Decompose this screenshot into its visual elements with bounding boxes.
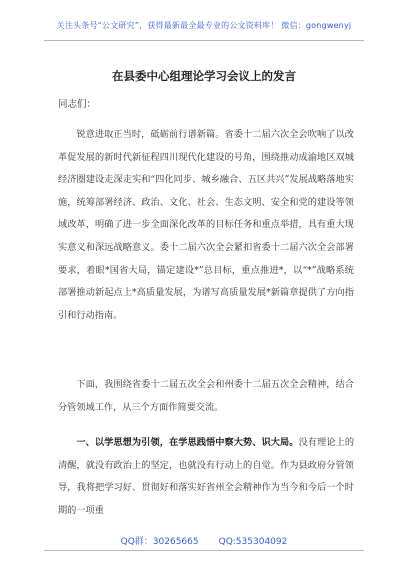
paragraph-3-body: 没有理论上的清醒，就没有政治上的坚定，也就没有行动上的自觉。作为县政府分管领导，我将把学习好、贯彻好和落实好省州全会精神作为当今和今后一个时期的一项重 xyxy=(58,437,355,516)
header-banner: 关注头条号“公文研究”，获得最新最全最专业的公文资料库！ 微信：gongwenyj xyxy=(56,21,352,30)
header-divider xyxy=(44,40,364,41)
paragraph-3 xyxy=(58,432,354,522)
paragraph-1: 锐意进取正当时，砥砺前行谱新篇。省委十二届六次全会吹响了以改革促发展的新时代新征程四川现代化建设的号角，围绕推动成渝地区双城经济圈建设走深走实和“四化同步、城乡融合、五区共兴”发展战略落地实施，统筹部署经济、政治、文化、社会、生态文明、安全和党的建设等领域改革，明确了进一步全面深化改革的目标任务和重点举措，具有重大现实意义和深远战略意义。委十二届六次全会紧扣省委十二届六次全会部署要求，着眼*国省大局，锚定建设*”总目标，重点推进*，以“*”战略系统部署推动新起点上*高质量发展，为谱写高质量发展*新篇章提供了方向指引和行动指南。 xyxy=(58,129,354,321)
section-heading-1: 一、以学思想为引领，在学思践悟中察大势、识大局。 xyxy=(76,437,299,448)
footer-contact xyxy=(0,536,408,548)
salutation: 同志们： xyxy=(58,99,97,110)
document-title: 在县委中心组理论学习会议上的发言 xyxy=(112,69,296,83)
footer-divider xyxy=(44,550,364,551)
paragraph-2: 下面，我围绕省委十二届五次全会和州委十二届五次全会精神，结合分管领域工作，从三个方面作简要交流。 xyxy=(58,379,354,413)
qq-group-number: QQ群：30265665 xyxy=(120,537,199,547)
qq-number: QQ:535304092 xyxy=(218,537,288,547)
